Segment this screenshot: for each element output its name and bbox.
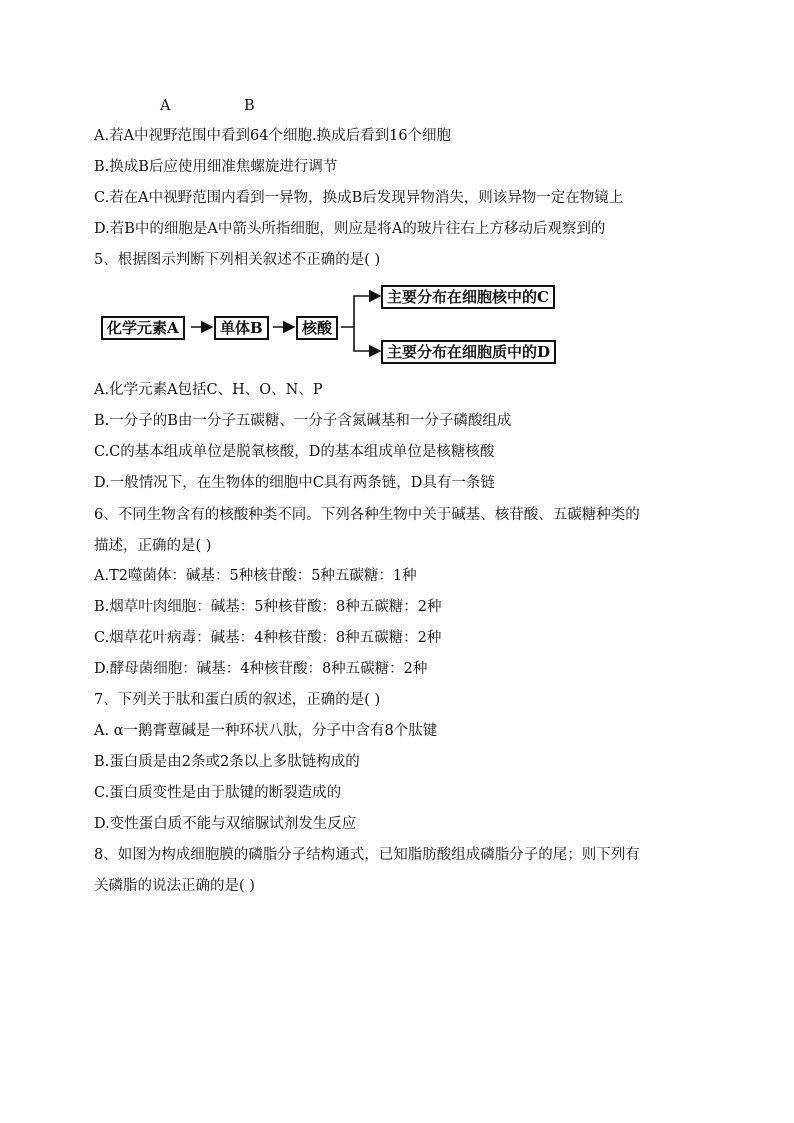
box-d-cytoplasm: 主要分布在细胞质中的D <box>381 340 556 364</box>
q7-option-a: A. α一鹅膏蕈碱是一种环状八肽，分子中含有8个肽键 <box>94 723 438 739</box>
figure-label-b: B <box>244 98 255 114</box>
q4-option-c: C.若在A中视野范围内看到一异物，换成B后发现异物消失，则该异物一定在物镜上 <box>94 190 624 206</box>
q4-option-d: D.若B中的细胞是A中箭头所指细胞，则应是将A的玻片往右上方移动后观察到的 <box>94 221 606 237</box>
q6-option-a: A.T2噬菌体：碱基：5种核苷酸：5种五碳糖：1种 <box>94 568 417 584</box>
q4-option-a: A.若A中视野范围中看到64个细胞.换成后看到16个细胞 <box>94 128 452 144</box>
q7-option-b: B.蛋白质是由2条或2条以上多肽链构成的 <box>94 754 360 770</box>
q5-option-b: B.一分子的B由一分子五碳糖、一分子含氮碱基和一分子磷酸组成 <box>94 413 512 429</box>
q5-option-a: A.化学元素A包括C、H、O、N、P <box>94 382 323 398</box>
q6-option-d: D.酵母菌细胞：碱基：4种核苷酸：8种五碳糖：2种 <box>94 661 428 677</box>
box-monomer-b: 单体B <box>214 316 269 340</box>
figure-label-a: A <box>160 98 171 114</box>
box-nucleic-acid: 核酸 <box>296 316 338 340</box>
q4-option-b: B.换成B后应使用细准焦螺旋进行调节 <box>94 159 338 175</box>
q5-option-d: D.一般情况下，在生物体的细胞中C具有两条链，D具有一条链 <box>94 475 495 491</box>
q7-option-c: C.蛋白质变性是由于肽键的断裂造成的 <box>94 785 342 801</box>
q7-option-d: D.变性蛋白质不能与双缩脲试剂发生反应 <box>94 816 357 832</box>
box-c-nucleus: 主要分布在细胞核中的C <box>381 285 555 309</box>
q5-option-c: C.C的基本组成单位是脱氧核酸，D的基本组成单位是核糖核酸 <box>94 444 495 460</box>
q8-stem-line1: 8、如图为构成细胞膜的磷脂分子结构通式，已知脂肪酸组成磷脂分子的尾；则下列有 <box>94 847 640 863</box>
branch-lines <box>341 296 376 351</box>
q6-option-b: B.烟草叶肉细胞：碱基：5种核苷酸：8种五碳糖：2种 <box>94 599 442 615</box>
q7-stem: 7、下列关于肽和蛋白质的叙述，正确的是( ) <box>94 692 381 708</box>
q6-stem-line1: 6、不同生物含有的核酸种类不同。下列各种生物中关于碱基、核苷酸、五碳糖种类的 <box>94 507 640 523</box>
q6-stem-line2: 描述，正确的是( ) <box>94 538 212 554</box>
q6-option-c: C.烟草花叶病毒：碱基：4种核苷酸：8种五碳糖：2种 <box>94 630 442 646</box>
box-element-a: 化学元素A <box>101 316 185 340</box>
q5-stem: 5、根据图示判断下列相关叙述不正确的是( ) <box>94 252 381 268</box>
q8-stem-line2: 关磷脂的说法正确的是( ) <box>94 878 255 894</box>
